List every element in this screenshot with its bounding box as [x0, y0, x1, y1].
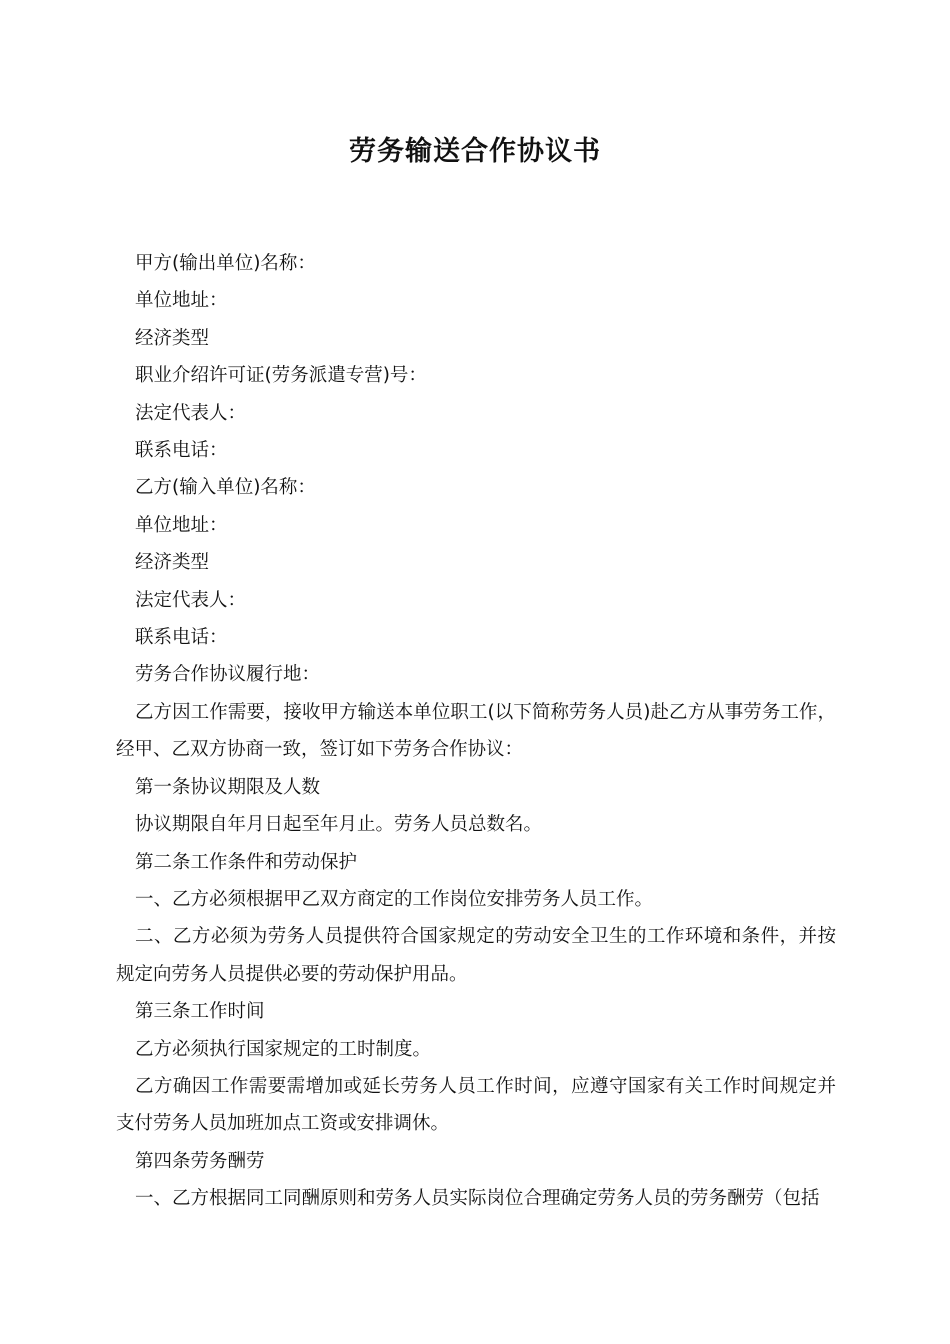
- party-b-phone-line: 联系电话：: [135, 627, 228, 649]
- article-2-clause-1: 一、乙方必须根据甲乙双方商定的工作岗位安排劳务人员工作。: [135, 888, 654, 910]
- article-1-paragraph: 协议期限自年月日起至年月止。劳务人员总数名。: [135, 814, 543, 836]
- performance-location-line: 劳务合作协议履行地：: [135, 664, 321, 686]
- article-4-heading: 第四条劳务酬劳: [135, 1150, 265, 1172]
- document-body: [116, 245, 836, 1218]
- article-1-heading: 第一条协议期限及人数: [135, 776, 321, 798]
- document-title: 劳务输送合作协议书: [349, 136, 601, 167]
- party-b-address-line: 单位地址：: [135, 514, 228, 536]
- article-3-heading: 第三条工作时间: [135, 1001, 265, 1023]
- article-2-clause-2: 二、乙方必须为劳务人员提供符合国家规定的劳动安全卫生的工作环境和条件，并按规定向劳务人员提供必要的劳动保护用品。: [116, 926, 836, 985]
- preamble-paragraph: 乙方因工作需要，接收甲方输送本单位职工(以下简称劳务人员)赴乙方从事劳务工作，经甲、乙双方协商一致，签订如下劳务合作协议：: [116, 701, 836, 761]
- party-b-economic-type-line: 经济类型: [135, 552, 210, 574]
- article-3-clause-2: 乙方确因工作需要需增加或延长劳务人员工作时间，应遵守国家有关工作时间规定并支付劳务人员加班加点工资或安排调休。: [116, 1075, 836, 1135]
- party-a-phone-line: 联系电话：: [135, 440, 228, 462]
- party-b-legal-rep-line: 法定代表人：: [135, 589, 247, 611]
- party-a-economic-type-line: 经济类型: [135, 327, 210, 349]
- article-2-heading: 第二条工作条件和劳动保护: [135, 851, 358, 873]
- party-a-legal-rep-line: 法定代表人：: [135, 402, 247, 424]
- party-b-name-line: 乙方(输入单位)名称：: [135, 477, 316, 499]
- party-a-license-line: 职业介绍许可证(劳务派遣专营)号：: [135, 365, 427, 387]
- party-a-name-line: 甲方(输出单位)名称：: [135, 253, 316, 274]
- article-4-clause-1: 一、乙方根据同工同酬原则和劳务人员实际岗位合理确定劳务人员的劳务酬劳（包括: [135, 1188, 820, 1210]
- party-a-address-line: 单位地址：: [135, 290, 228, 312]
- article-3-clause-1: 乙方必须执行国家规定的工时制度。: [135, 1038, 432, 1060]
